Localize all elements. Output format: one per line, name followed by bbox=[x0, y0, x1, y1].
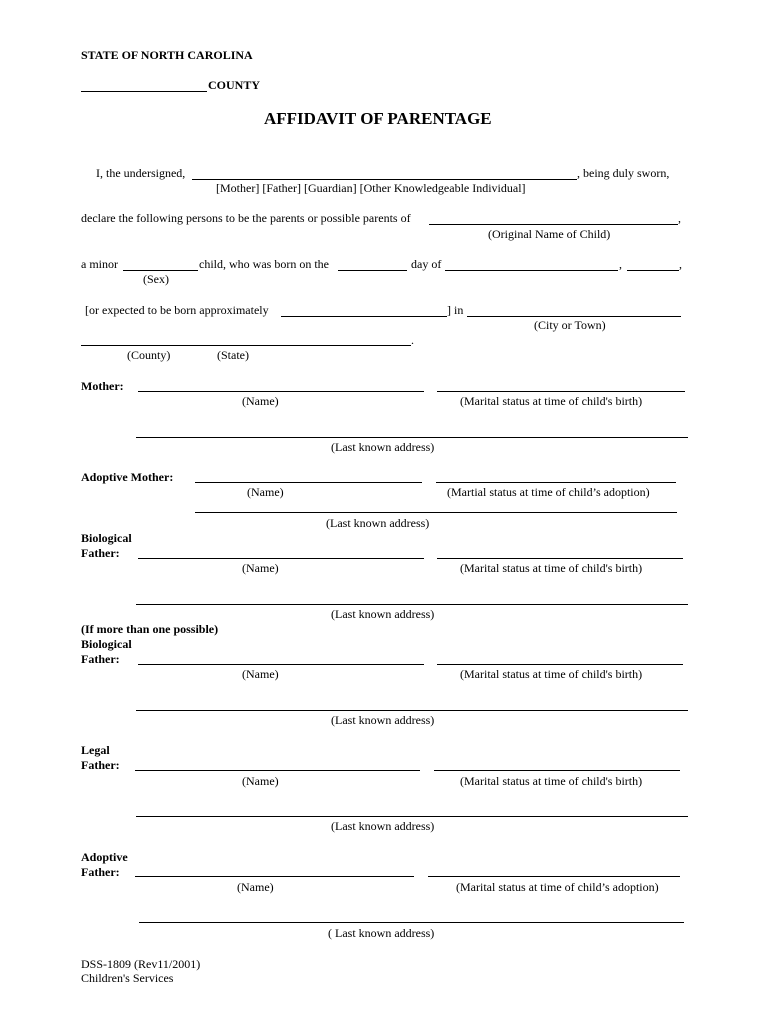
expected-date-field[interactable] bbox=[281, 316, 447, 317]
bio-father-label-2: Father: bbox=[81, 546, 120, 560]
comma-1: , bbox=[619, 257, 622, 271]
bio-father-name-field[interactable] bbox=[138, 558, 424, 559]
birth-year-field[interactable] bbox=[627, 270, 679, 271]
adoptive-mother-name-caption: (Name) bbox=[247, 485, 284, 499]
adoptive-father-label-2: Father: bbox=[81, 865, 120, 879]
form-title: AFFIDAVIT OF PARENTAGE bbox=[264, 109, 492, 128]
possible-father-label-3: Father: bbox=[81, 652, 120, 666]
legal-father-label-1: Legal bbox=[81, 743, 110, 757]
county-state-field[interactable] bbox=[81, 345, 411, 346]
mother-name-caption: (Name) bbox=[242, 394, 279, 408]
form-number: DSS-1809 (Rev11/2001) bbox=[81, 957, 201, 971]
adoptive-mother-marital-caption: (Martial status at time of child’s adoption) bbox=[447, 485, 650, 499]
mother-address-caption: (Last known address) bbox=[331, 440, 435, 454]
mother-name-field[interactable] bbox=[138, 391, 424, 392]
legal-father-name-caption: (Name) bbox=[242, 774, 279, 788]
bio-father-address-caption: (Last known address) bbox=[331, 607, 435, 621]
role-options: [Mother] [Father] [Guardian] [Other Knowledgeable Individual] bbox=[216, 181, 526, 195]
child-name-caption: (Original Name of Child) bbox=[488, 227, 611, 241]
state-heading: STATE OF NORTH CAROLINA bbox=[81, 48, 253, 62]
declare-text: declare the following persons to be the parents or possible parents of bbox=[81, 211, 411, 225]
possible-father-address-caption: (Last known address) bbox=[331, 713, 435, 727]
legal-father-address-caption: (Last known address) bbox=[331, 819, 435, 833]
bio-father-name-caption: (Name) bbox=[242, 561, 279, 575]
mother-marital-caption: (Marital status at time of child's birth) bbox=[460, 394, 643, 408]
legal-father-marital-caption: (Marital status at time of child's birth) bbox=[460, 774, 643, 788]
state-caption: (State) bbox=[217, 348, 249, 362]
adoptive-mother-label: Adoptive Mother: bbox=[81, 470, 174, 484]
adoptive-father-marital-caption: (Marital status at time of child’s adoption) bbox=[456, 880, 659, 894]
bio-father-label-1: Biological bbox=[81, 531, 132, 545]
adoptive-father-address-field[interactable] bbox=[139, 922, 684, 923]
sex-field[interactable] bbox=[123, 270, 198, 271]
adoptive-mother-marital-field[interactable] bbox=[436, 482, 676, 483]
bio-father-marital-field[interactable] bbox=[437, 558, 683, 559]
adoptive-mother-address-field[interactable] bbox=[195, 512, 677, 513]
period: . bbox=[411, 333, 414, 347]
bio-father-marital-caption: (Marital status at time of child's birth) bbox=[460, 561, 643, 575]
adoptive-mother-name-field[interactable] bbox=[195, 482, 422, 483]
child-name-field[interactable] bbox=[429, 224, 678, 225]
legal-father-label-2: Father: bbox=[81, 758, 120, 772]
birth-month-field[interactable] bbox=[445, 270, 618, 271]
bio-father-address-field[interactable] bbox=[136, 604, 688, 605]
possible-father-label-2: Biological bbox=[81, 637, 132, 651]
day-of-label: day of bbox=[411, 257, 442, 271]
possible-father-marital-caption: (Marital status at time of child's birth) bbox=[460, 667, 643, 681]
possible-father-name-field[interactable] bbox=[138, 664, 424, 665]
sworn-label: , being duly sworn, bbox=[577, 166, 670, 180]
county-name-field[interactable] bbox=[81, 91, 207, 92]
declare-comma: , bbox=[678, 211, 681, 225]
possible-father-address-field[interactable] bbox=[136, 710, 688, 711]
legal-father-marital-field[interactable] bbox=[434, 770, 680, 771]
adoptive-father-label-1: Adoptive bbox=[81, 850, 128, 864]
legal-father-name-field[interactable] bbox=[135, 770, 420, 771]
birth-day-field[interactable] bbox=[338, 270, 407, 271]
adoptive-father-name-field[interactable] bbox=[135, 876, 414, 877]
county-caption: (County) bbox=[127, 348, 171, 362]
expected-text: [or expected to be born approximately bbox=[85, 303, 269, 317]
mother-address-field[interactable] bbox=[136, 437, 688, 438]
born-text: child, who was born on the bbox=[199, 257, 329, 271]
county-label: COUNTY bbox=[208, 78, 261, 92]
comma-2: , bbox=[679, 257, 682, 271]
sex-caption: (Sex) bbox=[143, 272, 169, 286]
adoptive-father-name-caption: (Name) bbox=[237, 880, 274, 894]
in-label: ] in bbox=[447, 303, 464, 317]
legal-father-address-field[interactable] bbox=[136, 816, 688, 817]
possible-father-marital-field[interactable] bbox=[437, 664, 683, 665]
adoptive-father-address-caption: ( Last known address) bbox=[328, 926, 435, 940]
undersigned-name-field[interactable] bbox=[192, 179, 577, 180]
undersigned-label: I, the undersigned, bbox=[96, 166, 186, 180]
possible-father-name-caption: (Name) bbox=[242, 667, 279, 681]
adoptive-mother-address-caption: (Last known address) bbox=[326, 516, 430, 530]
city-field[interactable] bbox=[467, 316, 681, 317]
division-label: Children's Services bbox=[81, 971, 174, 985]
mother-marital-field[interactable] bbox=[437, 391, 685, 392]
city-caption: (City or Town) bbox=[534, 318, 606, 332]
possible-father-label-1: (If more than one possible) bbox=[81, 622, 219, 636]
mother-label: Mother: bbox=[81, 379, 124, 393]
minor-label: a minor bbox=[81, 257, 118, 271]
adoptive-father-marital-field[interactable] bbox=[428, 876, 680, 877]
